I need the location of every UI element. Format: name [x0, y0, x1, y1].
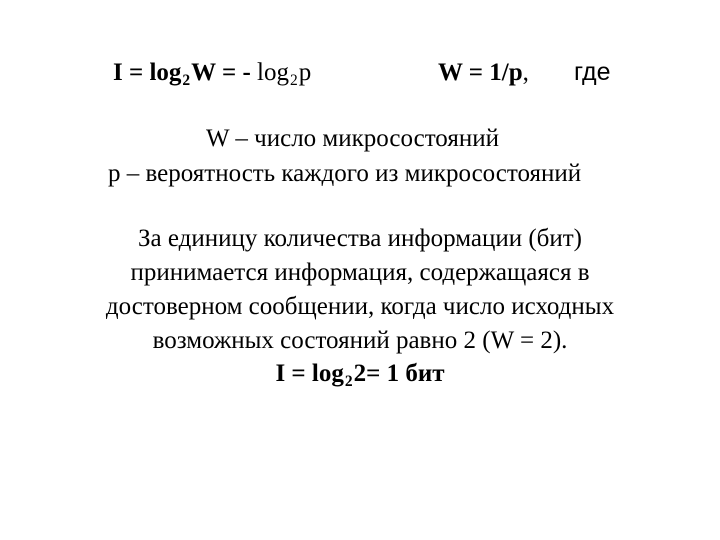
probability-formula-text: W = 1/p [438, 59, 523, 86]
paragraph-line-2: принимается информация, содержащаяся в [130, 259, 590, 286]
entropy-formula [113, 59, 312, 89]
probability-formula [438, 60, 529, 85]
paragraph-line-1: За единицу количества информации (бит) [137, 225, 583, 252]
formula-arg: p [298, 59, 312, 86]
bit-formula-rhs: 2= 1 бит [353, 360, 445, 387]
paragraph-line-3: достоверном сообщении, когда число исходных [105, 293, 615, 320]
bit-formula [0, 360, 720, 390]
log-base-2: 2 [290, 71, 298, 89]
formula-mid: W = - [191, 59, 258, 86]
formula-lhs: I = log [113, 59, 182, 86]
definition-p: p – вероятность каждого из микросостояний [108, 160, 582, 187]
bit-formula-base: 2 [344, 372, 353, 390]
definition-w: W – число микросостояний [206, 125, 499, 152]
formula-comma: , [522, 59, 529, 86]
where-word: где [574, 58, 611, 86]
formula-log: log [257, 59, 289, 86]
log-base: 2 [182, 71, 191, 89]
bit-formula-lhs: I = log [275, 360, 344, 387]
paragraph-line-4: возможных состояний равно 2 (W = 2). [152, 327, 568, 354]
